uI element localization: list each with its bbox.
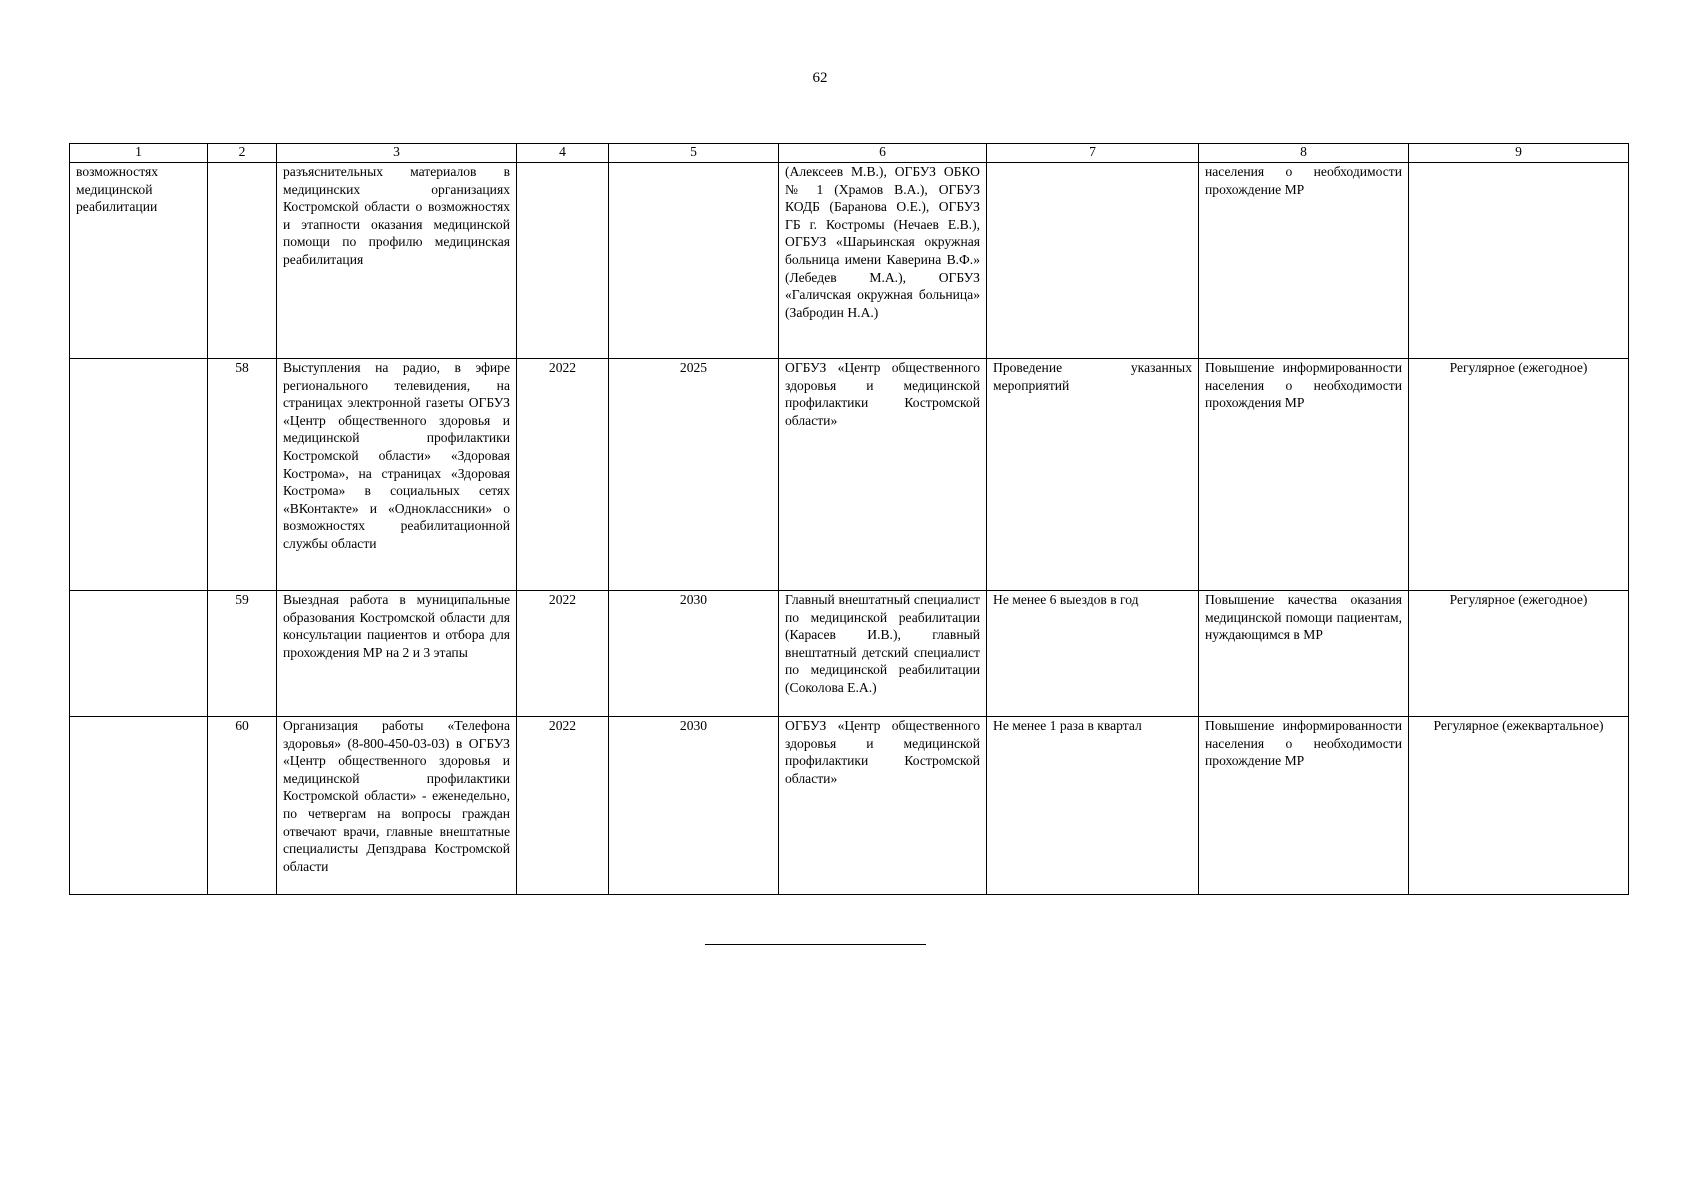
cell-measure: Организация работы «Телефона здоровья» (8-800-450-03-03) в ОГБУЗ «Центр общественного здоровья и медицинской профилактики Костромской области» - еженедельно, по четвергам на вопросы граждан отвечают врачи, главные внештатные специалисты Депздрава Костромской области xyxy=(277,717,517,895)
header-col-3: 3 xyxy=(277,144,517,163)
cell-start-year: 2022 xyxy=(517,717,609,895)
header-col-2: 2 xyxy=(208,144,277,163)
cell-number: 60 xyxy=(208,717,277,895)
cell-responsible: Главный внештатный специалист по медицинской реабилитации (Карасев И.В.), главный внештатный детский специалист по медицинской реабилитации (Соколова Е.А.) xyxy=(779,591,987,717)
cell-indicator: Проведение указанных мероприятий xyxy=(987,359,1199,591)
cell-indicator xyxy=(987,163,1199,359)
cell-result: населения о необходимости прохождение МР xyxy=(1199,163,1409,359)
cell-direction xyxy=(70,717,208,895)
header-col-7: 7 xyxy=(987,144,1199,163)
cell-result: Повышение качества оказания медицинской помощи пациентам, нуждающимся в МР xyxy=(1199,591,1409,717)
cell-measure: Выступления на радио, в эфире регионального телевидения, на страницах электронной газеты ОГБУЗ «Центр общественного здоровья и медицинской профилактики Костромской области» «Здоровая Кострома», на страницах «Здоровая Кострома» в социальных сетях «ВКонтакте» и «Одноклассники» о возможностях реабилитационной службы области xyxy=(277,359,517,591)
cell-number: 59 xyxy=(208,591,277,717)
cell-responsible: ОГБУЗ «Центр общественного здоровья и медицинской профилактики Костромской области» xyxy=(779,717,987,895)
cell-direction: возможностях медицинской реабилитации xyxy=(70,163,208,359)
page-number: 62 xyxy=(812,70,828,86)
cell-measure: разъяснительных материалов в медицинских организациях Костромской области о возможностях и этапности оказания медицинской помощи по профилю медицинская реабилитация xyxy=(277,163,517,359)
cell-number: 58 xyxy=(208,359,277,591)
table-row xyxy=(70,163,1629,359)
cell-measure: Выездная работа в муниципальные образования Костромской области для консультации пациентов и отбора для прохождения МР на 2 и 3 этапы xyxy=(277,591,517,717)
cell-start-year: 2022 xyxy=(517,591,609,717)
header-col-4: 4 xyxy=(517,144,609,163)
measures-table xyxy=(69,143,1629,895)
cell-result: Повышение информированности населения о необходимости прохождения МР xyxy=(1199,359,1409,591)
cell-frequency: Регулярное (ежеквартальное) xyxy=(1409,717,1629,895)
cell-frequency: Регулярное (ежегодное) xyxy=(1409,591,1629,717)
cell-indicator: Не менее 1 раза в квартал xyxy=(987,717,1199,895)
cell-responsible: ОГБУЗ «Центр общественного здоровья и медицинской профилактики Костромской области» xyxy=(779,359,987,591)
cell-indicator: Не менее 6 выездов в год xyxy=(987,591,1199,717)
header-col-5: 5 xyxy=(609,144,779,163)
table-row xyxy=(70,717,1629,895)
table-row xyxy=(70,591,1629,717)
cell-frequency: Регулярное (ежегодное) xyxy=(1409,359,1629,591)
cell-end-year xyxy=(609,163,779,359)
cell-start-year xyxy=(517,163,609,359)
header-col-1: 1 xyxy=(70,144,208,163)
header-row xyxy=(70,144,1629,163)
header-col-8: 8 xyxy=(1199,144,1409,163)
cell-number xyxy=(208,163,277,359)
cell-responsible: (Алексеев М.В.), ОГБУЗ ОБКО № 1 (Храмов В.А.), ОГБУЗ КОДБ (Баранова О.Е.), ОГБУЗ ГБ г. Костромы (Нечаев Е.В.), ОГБУЗ «Шарьинская окружная больница имени Каверина В.Ф.» (Лебедев М.А.), ОГБУЗ «Галичская окружная больница» (Забродин Н.А.) xyxy=(779,163,987,359)
end-of-document-rule xyxy=(705,944,926,945)
cell-direction xyxy=(70,591,208,717)
header-col-9: 9 xyxy=(1409,144,1629,163)
cell-end-year: 2030 xyxy=(609,717,779,895)
header-col-6: 6 xyxy=(779,144,987,163)
cell-end-year: 2030 xyxy=(609,591,779,717)
cell-result: Повышение информированности населения о необходимости прохождение МР xyxy=(1199,717,1409,895)
cell-direction xyxy=(70,359,208,591)
cell-start-year: 2022 xyxy=(517,359,609,591)
table-row xyxy=(70,359,1629,591)
cell-frequency xyxy=(1409,163,1629,359)
cell-end-year: 2025 xyxy=(609,359,779,591)
